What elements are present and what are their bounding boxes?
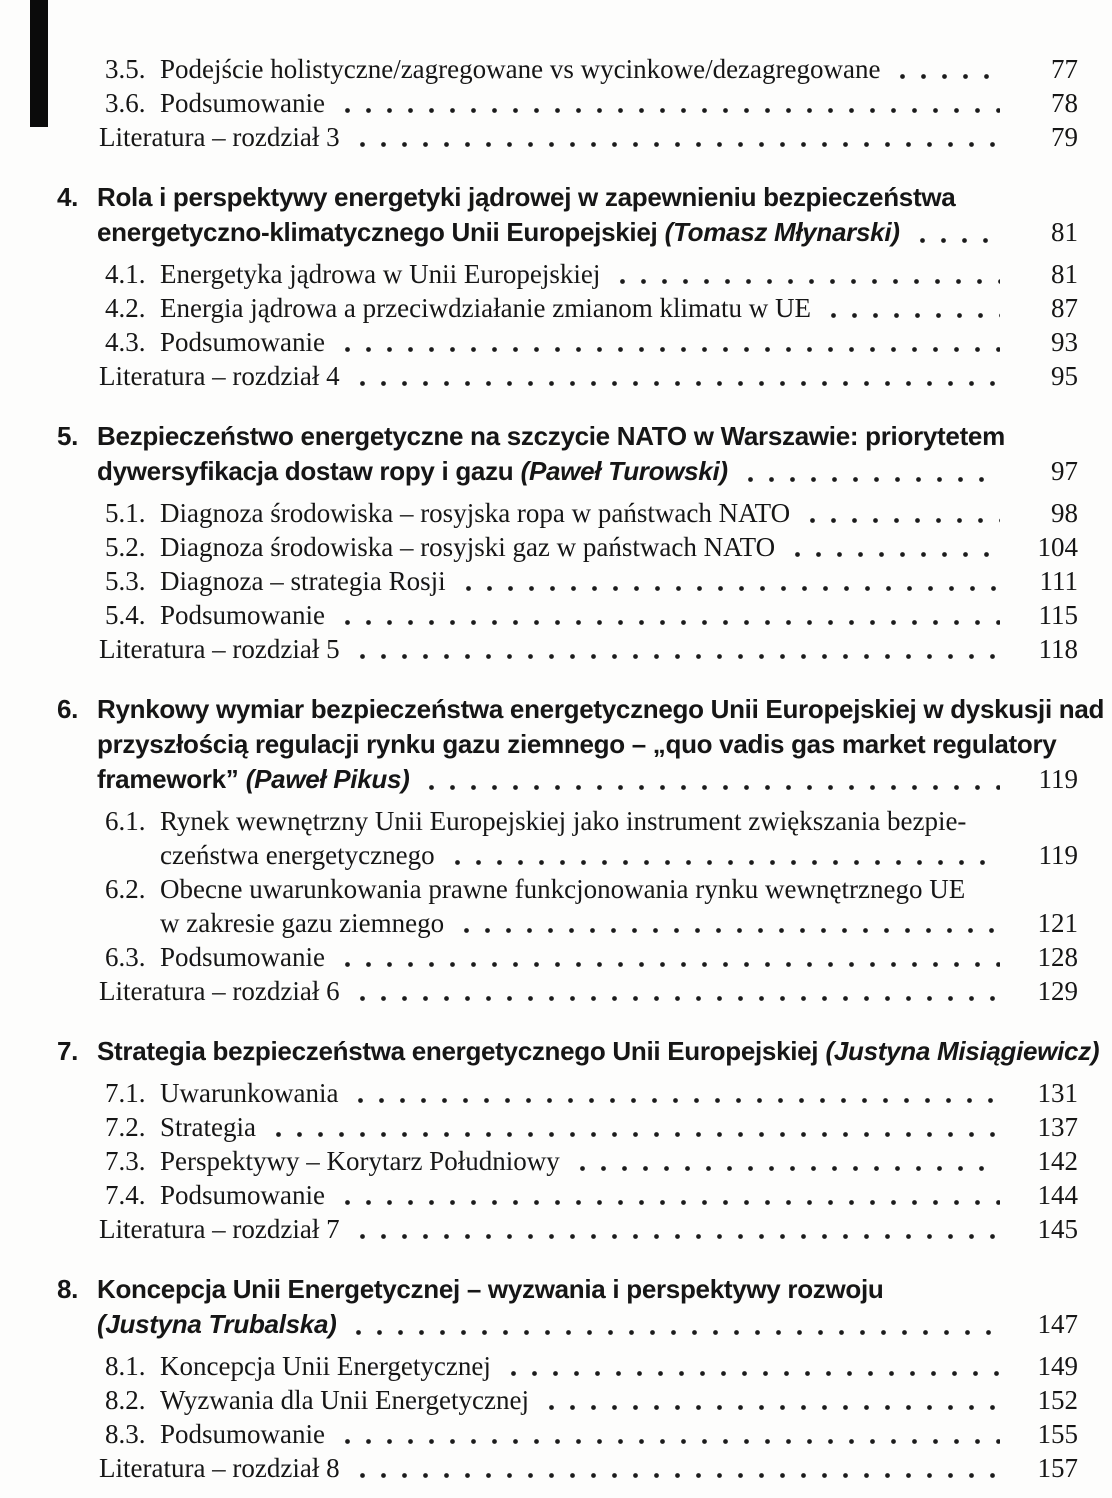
entry-number: 7.1. — [105, 1078, 146, 1108]
entry-number: 3.6. — [105, 88, 146, 118]
entry-title: Diagnoza – strategia Rosji — [160, 566, 446, 596]
toc-entry — [105, 1349, 1078, 1383]
entry-title: Energia jądrowa a przeciwdziałanie zmianom klimatu w UE — [160, 293, 811, 323]
page-number: 93 — [1051, 327, 1078, 357]
dot-leader — [352, 380, 1000, 387]
page-number: 142 — [1037, 1146, 1078, 1176]
toc-entry — [105, 940, 1078, 974]
section-3 — [0, 52, 1078, 154]
entry-title: Podsumowanie — [160, 327, 325, 357]
chapter-title-text: energetyczno-klimatycznego Unii Europejskiej — [97, 217, 658, 247]
section-5 — [0, 419, 1078, 666]
entry-title: Podsumowanie — [160, 1180, 325, 1210]
chapter-title — [97, 1307, 336, 1342]
page-number: 78 — [1051, 88, 1078, 118]
toc-entry — [105, 598, 1078, 632]
dot-leader — [352, 653, 1000, 660]
chapter-title — [97, 762, 409, 797]
scan-artifact-mark — [30, 0, 48, 127]
literatura-entry — [99, 120, 1078, 154]
entry-title: Obecne uwarunkowania prawne funkcjonowania rynku wewnętrznego UE — [160, 874, 966, 904]
entry-title: Podsumowanie — [160, 942, 325, 972]
dot-leader — [337, 961, 1000, 968]
entry-title: Podsumowanie — [160, 1419, 325, 1449]
author-name: (Justyna Trubalska) — [97, 1309, 337, 1339]
entry-title: Podsumowanie — [160, 88, 325, 118]
toc-entry — [105, 1076, 1078, 1110]
dot-leader — [456, 927, 1000, 934]
chapter-title — [97, 454, 728, 489]
page-number: 144 — [1037, 1180, 1078, 1210]
page-number: 81 — [1051, 217, 1078, 247]
entry-number: 6.2. — [105, 874, 146, 904]
chapter-number: 5. — [57, 421, 79, 451]
entry-number: 5.1. — [105, 498, 146, 528]
chapter-title: Rola i perspektywy energetyki jądrowej w zapewnieniu bezpieczeństwa — [97, 182, 956, 212]
entry-number: 5.3. — [105, 566, 146, 596]
entry-title: w zakresie gazu ziemnego — [160, 908, 445, 938]
page-number: 149 — [1037, 1351, 1078, 1381]
chapter-title: przyszłością regulacji rynku gazu ziemnego – „quo vadis gas market regulatory — [97, 729, 1057, 759]
dot-leader — [337, 346, 1000, 353]
entry-title: Rynek wewnętrzny Unii Europejskiej jako instrument zwiększania bezpie- — [160, 806, 967, 836]
entry-title: Uwarunkowania — [160, 1078, 339, 1108]
page-number: 131 — [1037, 1078, 1078, 1108]
dot-leader — [572, 1165, 1000, 1172]
toc-entry — [105, 1144, 1078, 1178]
entry-number: 4.2. — [105, 293, 146, 323]
dot-leader — [912, 237, 1000, 244]
page-number: 119 — [1038, 764, 1078, 794]
page-number: 104 — [1037, 532, 1078, 562]
dot-leader — [421, 784, 1000, 791]
dot-leader — [352, 1233, 1000, 1240]
page-number: 81 — [1051, 259, 1078, 289]
toc-entry — [105, 52, 1078, 86]
dot-leader — [352, 995, 1000, 1002]
toc-entry — [105, 1383, 1078, 1417]
chapter-number: 8. — [57, 1274, 79, 1304]
chapter-title: Koncepcja Unii Energetycznej – wyzwania i perspektywy rozwoju — [97, 1274, 884, 1304]
entry-number: 5.4. — [105, 600, 146, 630]
chapter-title-line — [57, 1272, 1078, 1307]
entry-number: 6.1. — [105, 806, 146, 836]
entry-title: Literatura – rozdział 5 — [99, 634, 340, 664]
toc-entry — [105, 86, 1078, 120]
entry-title: Podsumowanie — [160, 600, 325, 630]
entry-number: 5.2. — [105, 532, 146, 562]
chapter-title-line — [97, 1307, 1078, 1342]
dot-leader — [337, 107, 1000, 114]
page-number: 129 — [1037, 976, 1078, 1006]
entry-number: 7.4. — [105, 1180, 146, 1210]
dot-leader — [823, 312, 1000, 319]
chapter-heading — [0, 180, 1078, 250]
dot-leader — [447, 859, 1000, 866]
dot-leader — [268, 1131, 1000, 1138]
page-number: 115 — [1038, 600, 1078, 630]
dot-leader — [612, 278, 1000, 285]
chapter-heading — [0, 1272, 1078, 1342]
dot-leader — [348, 1329, 1000, 1336]
literatura-entry — [99, 1451, 1078, 1485]
chapter-title-line — [57, 180, 1078, 215]
chapter-title-line — [57, 692, 1105, 727]
toc-entry — [105, 291, 1078, 325]
entry-title: Podejście holistyczne/zagregowane vs wycinkowe/dezagregowane — [160, 54, 881, 84]
toc-entry — [105, 257, 1078, 291]
chapter-title-line — [97, 727, 1078, 762]
chapter-heading — [0, 1034, 1100, 1069]
chapter-title-line — [97, 454, 1078, 489]
entry-title: Literatura – rozdział 4 — [99, 361, 340, 391]
page-number: 157 — [1037, 1453, 1078, 1483]
page-number: 79 — [1051, 122, 1078, 152]
page-number: 95 — [1051, 361, 1078, 391]
page-number: 118 — [1038, 634, 1078, 664]
dot-leader — [503, 1370, 1000, 1377]
section-4 — [0, 180, 1078, 393]
dot-leader — [802, 517, 1000, 524]
toc-entry — [105, 1178, 1078, 1212]
entry-title: Literatura – rozdział 8 — [99, 1453, 340, 1483]
author-name: (Tomasz Młynarski) — [664, 217, 900, 247]
toc-entry — [105, 804, 1078, 838]
toc-entry-continuation — [160, 906, 1078, 940]
section-6 — [0, 692, 1105, 1008]
entry-number: 8.1. — [105, 1351, 146, 1381]
entry-number: 4.1. — [105, 259, 146, 289]
entry-title: Energetyka jądrowa w Unii Europejskiej — [160, 259, 601, 289]
dot-leader — [350, 1097, 1000, 1104]
chapter-number: 6. — [57, 694, 79, 724]
chapter-title — [97, 215, 900, 250]
entry-title: czeństwa energetycznego — [160, 840, 435, 870]
entry-number: 6.3. — [105, 942, 146, 972]
toc-entry — [105, 872, 1078, 906]
toc-entry — [105, 564, 1078, 598]
literatura-entry — [99, 359, 1078, 393]
literatura-entry — [99, 632, 1078, 666]
author-name: (Paweł Pikus) — [245, 764, 410, 794]
page-number: 155 — [1037, 1419, 1078, 1449]
chapter-title-text: dywersyfikacja dostaw ropy i gazu — [97, 456, 514, 486]
toc-entry — [105, 1417, 1078, 1451]
dot-leader — [352, 141, 1000, 148]
entry-number: 4.3. — [105, 327, 146, 357]
author-name: (Justyna Misiągiewicz) — [825, 1036, 1100, 1066]
page-number: 111 — [1039, 566, 1078, 596]
chapter-title-line — [97, 762, 1078, 797]
chapter-title — [97, 1034, 1099, 1069]
page-number: 147 — [1037, 1309, 1078, 1339]
page-number: 87 — [1051, 293, 1078, 323]
entry-title: Literatura – rozdział 3 — [99, 122, 340, 152]
dot-leader — [352, 1472, 1000, 1479]
page-number: 119 — [1038, 840, 1078, 870]
page-number: 97 — [1051, 456, 1078, 486]
dot-leader — [541, 1404, 1000, 1411]
toc-entry-continuation — [160, 838, 1078, 872]
page-number: 98 — [1051, 498, 1078, 528]
chapter-number: 4. — [57, 182, 79, 212]
entry-title: Diagnoza środowiska – rosyjska ropa w państwach NATO — [160, 498, 791, 528]
chapter-title-text: framework” — [97, 764, 239, 794]
literatura-entry — [99, 1212, 1078, 1246]
toc-entry — [105, 530, 1078, 564]
dot-leader — [337, 619, 1000, 626]
entry-title: Koncepcja Unii Energetycznej — [160, 1351, 491, 1381]
dot-leader — [787, 551, 1000, 558]
dot-leader — [337, 1199, 1000, 1206]
toc-entry — [105, 325, 1078, 359]
section-7 — [0, 1034, 1100, 1246]
dot-leader — [458, 585, 1000, 592]
dot-leader — [892, 73, 1000, 80]
chapter-heading — [0, 419, 1078, 489]
chapter-title: Rynkowy wymiar bezpieczeństwa energetycznego Unii Europejskiej w dyskusji nad — [97, 694, 1105, 724]
entry-title: Perspektywy – Korytarz Południowy — [160, 1146, 560, 1176]
author-name: (Paweł Turowski) — [520, 456, 728, 486]
chapter-heading — [0, 692, 1105, 797]
toc-entry — [105, 496, 1078, 530]
entry-number: 8.2. — [105, 1385, 146, 1415]
entry-number: 8.3. — [105, 1419, 146, 1449]
chapter-title-line — [97, 215, 1078, 250]
page-number: 121 — [1037, 908, 1078, 938]
chapter-title: Bezpieczeństwo energetyczne na szczycie NATO w Warszawie: priorytetem — [97, 421, 1005, 451]
chapter-title-line — [57, 419, 1078, 454]
page-number: 128 — [1037, 942, 1078, 972]
section-8 — [0, 1272, 1078, 1485]
entry-number: 7.2. — [105, 1112, 146, 1142]
entry-title: Wyzwania dla Unii Energetycznej — [160, 1385, 529, 1415]
page-number: 137 — [1037, 1112, 1078, 1142]
dot-leader — [740, 476, 1000, 483]
dot-leader — [337, 1438, 1000, 1445]
entry-title: Diagnoza środowiska – rosyjski gaz w państwach NATO — [160, 532, 776, 562]
page-number: 145 — [1037, 1214, 1078, 1244]
page-number: 152 — [1037, 1385, 1078, 1415]
entry-title: Literatura – rozdział 6 — [99, 976, 340, 1006]
entry-number: 3.5. — [105, 54, 146, 84]
literatura-entry — [99, 974, 1078, 1008]
entry-number: 7.3. — [105, 1146, 146, 1176]
entry-title: Strategia — [160, 1112, 256, 1142]
chapter-title-line — [57, 1034, 1100, 1069]
chapter-title-text: Strategia bezpieczeństwa energetycznego Unii Europejskiej — [97, 1036, 819, 1066]
toc-entry — [105, 1110, 1078, 1144]
chapter-number: 7. — [57, 1036, 79, 1066]
page-number: 77 — [1051, 54, 1078, 84]
entry-title: Literatura – rozdział 7 — [99, 1214, 340, 1244]
